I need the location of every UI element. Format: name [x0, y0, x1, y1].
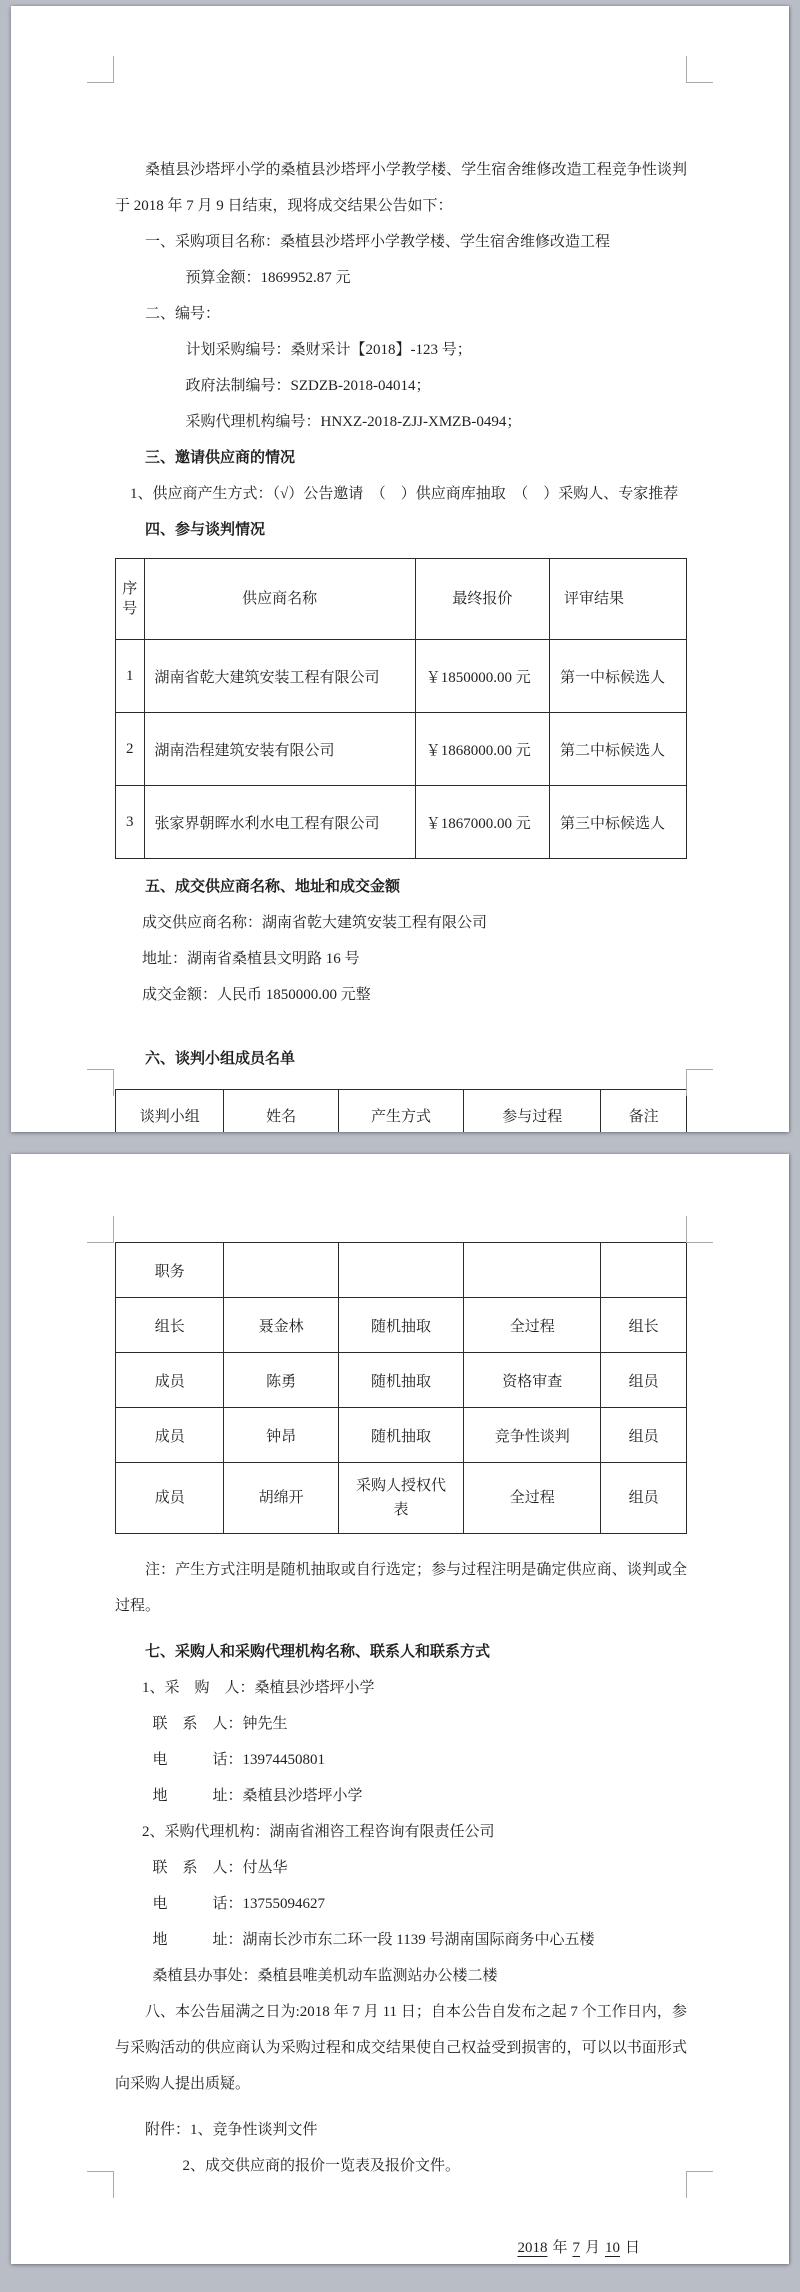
attachment-line-2: 2、成交供应商的报价一览表及报价文件。	[182, 2158, 461, 2174]
margin-mark-top-right	[686, 56, 713, 83]
cell-role: 成员	[116, 1463, 224, 1534]
cell-price: ￥1868000.00 元	[415, 713, 549, 786]
date-day-label: 日	[624, 2240, 640, 2256]
section-5-title: 五、成交供应商名称、地址和成交金额	[145, 879, 401, 895]
table-row	[116, 1243, 687, 1298]
participants-table	[115, 558, 687, 859]
col-header-remark: 备注	[601, 1090, 687, 1133]
table-header-row	[116, 559, 687, 640]
page-2	[11, 1154, 789, 2264]
cell-price: ￥1867000.00 元	[415, 786, 549, 859]
cell-role: 成员	[116, 1353, 224, 1408]
table-row	[116, 1408, 687, 1463]
cell-name: 胡绵开	[224, 1463, 338, 1534]
cell-seq: 3	[116, 786, 145, 859]
agency-branch-line: 桑植县办事处：桑植县唯美机动车监测站办公楼二楼	[152, 1968, 498, 1984]
agency-address-line: 地 址：湖南长沙市东二环一段 1139 号湖南国际商务中心五楼	[152, 1932, 595, 1948]
cell-participation: 全过程	[464, 1463, 601, 1534]
cell-role: 组长	[116, 1298, 224, 1353]
note-paragraph: 注：产生方式注明是随机抽取或自行选定；参与过程注明是确定供应商、谈判或全过程。	[115, 1562, 687, 1614]
winner-address-line: 地址：湖南省桑植县文明路 16 号	[142, 951, 360, 967]
section-8-paragraph: 八、本公告届满之日为:2018 年 7 月 11 日；自本公告自发布之起 7 个工作日内，参与采购活动的供应商认为采购过程和成交结果使自己权益受到损害的，可以以书面形式向采购人提出质疑。	[115, 2004, 687, 2092]
table-row	[116, 1353, 687, 1408]
document-viewer	[0, 6, 800, 2264]
col-header-final-price: 最终报价	[415, 559, 549, 640]
agency-line: 2、采购代理机构：湖南省湘咨工程咨询有限责任公司	[142, 1824, 495, 1840]
col-header-panel: 谈判小组	[116, 1090, 224, 1133]
cell-name: 陈勇	[224, 1353, 338, 1408]
col-header-participation: 参与过程	[464, 1090, 601, 1133]
cell-method: 随机抽取	[338, 1353, 464, 1408]
table-row	[116, 713, 687, 786]
panel-table-continued	[115, 1242, 687, 1534]
col-header-name: 姓名	[224, 1090, 338, 1133]
deal-amount-line: 成交金额：人民币 1850000.00 元整	[142, 987, 371, 1003]
gov-number-line: 政府法制编号：SZDZB-2018-04014；	[185, 378, 431, 394]
agency-number-line: 采购代理机构编号：HNXZ-2018-ZJJ-XMZB-0494；	[185, 414, 522, 430]
table-row	[116, 1463, 687, 1534]
buyer-address-line: 地 址：桑植县沙塔坪小学	[152, 1788, 363, 1804]
date-year: 2018	[517, 2240, 548, 2256]
section-6-title: 六、谈判小组成员名单	[145, 1051, 296, 1067]
date-month-label: 月	[584, 2240, 600, 2256]
margin-mark-top-left	[87, 56, 114, 83]
cell-name: 钟昂	[224, 1408, 338, 1463]
budget-line: 预算金额：1869952.87 元	[185, 270, 351, 286]
col-header-review-result: 评审结果	[549, 559, 686, 640]
col-header-selection-method: 产生方式	[338, 1090, 464, 1133]
cell-remark: 组员	[601, 1463, 687, 1534]
cell-method: 随机抽取	[338, 1408, 464, 1463]
cell-method: 采购人授权代表	[338, 1463, 464, 1534]
buyer-line: 1、采 购 人：桑植县沙塔坪小学	[142, 1680, 375, 1696]
margin-mark-bottom-right	[686, 2171, 713, 2198]
cell-supplier: 湖南省乾大建筑安装工程有限公司	[144, 640, 415, 713]
cell-method: 随机抽取	[338, 1298, 464, 1353]
cell-name	[224, 1243, 338, 1298]
cell-remark: 组员	[601, 1353, 687, 1408]
section-3-title: 三、邀请供应商的情况	[145, 450, 296, 466]
margin-mark-bottom-left	[87, 1069, 114, 1096]
date-day: 10	[604, 2240, 620, 2256]
margin-mark-bottom-left	[87, 2171, 114, 2198]
col-header-seq: 序号	[116, 559, 145, 640]
margin-mark-bottom-right	[686, 1069, 713, 1096]
table-row	[116, 640, 687, 713]
section-4-title: 四、参与谈判情况	[145, 522, 266, 538]
cell-supplier: 张家界朝晖水利水电工程有限公司	[144, 786, 415, 859]
cell-remark	[601, 1243, 687, 1298]
cell-seq: 2	[116, 713, 145, 786]
agency-contact-line: 联 系 人：付丛华	[152, 1860, 288, 1876]
margin-mark-top-left	[87, 1216, 114, 1243]
cell-name: 聂金林	[224, 1298, 338, 1353]
cell-participation	[464, 1243, 601, 1298]
cell-price: ￥1850000.00 元	[415, 640, 549, 713]
supplier-source-line: 1、供应商产生方式：（√）公告邀请 （ ）供应商库抽取 （ ）采购人、专家推荐	[130, 486, 679, 502]
cell-result: 第二中标候选人	[549, 713, 686, 786]
section-1-title: 一、采购项目名称：桑植县沙塔坪小学教学楼、学生宿舍维修改造工程	[145, 234, 611, 250]
plan-number-line: 计划采购编号：桑财采计【2018】-123 号；	[185, 342, 472, 358]
cell-supplier: 湖南浩程建筑安装有限公司	[144, 713, 415, 786]
cell-remark: 组员	[601, 1408, 687, 1463]
cell-result: 第一中标候选人	[549, 640, 686, 713]
table-header-row	[116, 1090, 687, 1133]
buyer-phone-line: 电 话：13974450801	[152, 1752, 326, 1768]
cell-participation: 全过程	[464, 1298, 601, 1353]
panel-table-header	[115, 1089, 687, 1132]
section-2-title: 二、编号：	[145, 306, 221, 322]
winner-name-line: 成交供应商名称：湖南省乾大建筑安装工程有限公司	[142, 915, 488, 931]
col-header-supplier: 供应商名称	[144, 559, 415, 640]
margin-mark-top-right	[686, 1216, 713, 1243]
section-7-title: 七、采购人和采购代理机构名称、联系人和联系方式	[145, 1644, 491, 1660]
buyer-contact-line: 联 系 人：钟先生	[152, 1716, 288, 1732]
cell-role: 成员	[116, 1408, 224, 1463]
page-1	[11, 6, 789, 1132]
table-row	[116, 1298, 687, 1353]
cell-remark: 组长	[601, 1298, 687, 1353]
cell-participation: 资格审查	[464, 1353, 601, 1408]
intro-paragraph: 桑植县沙塔坪小学的桑植县沙塔坪小学教学楼、学生宿舍维修改造工程竞争性谈判于 2018 年 7 月 9 日结束，现将成交结果公告如下：	[115, 162, 687, 214]
date-year-label: 年	[552, 2240, 568, 2256]
attachment-line-1: 附件：1、竞争性谈判文件	[145, 2122, 318, 2138]
cell-participation: 竞争性谈判	[464, 1408, 601, 1463]
announcement-date	[115, 2230, 687, 2264]
cell-seq: 1	[116, 640, 145, 713]
date-month: 7	[572, 2240, 580, 2256]
cell-role: 职务	[116, 1243, 224, 1298]
cell-method	[338, 1243, 464, 1298]
agency-phone-line: 电 话：13755094627	[152, 1896, 326, 1912]
cell-result: 第三中标候选人	[549, 786, 686, 859]
table-row	[116, 786, 687, 859]
